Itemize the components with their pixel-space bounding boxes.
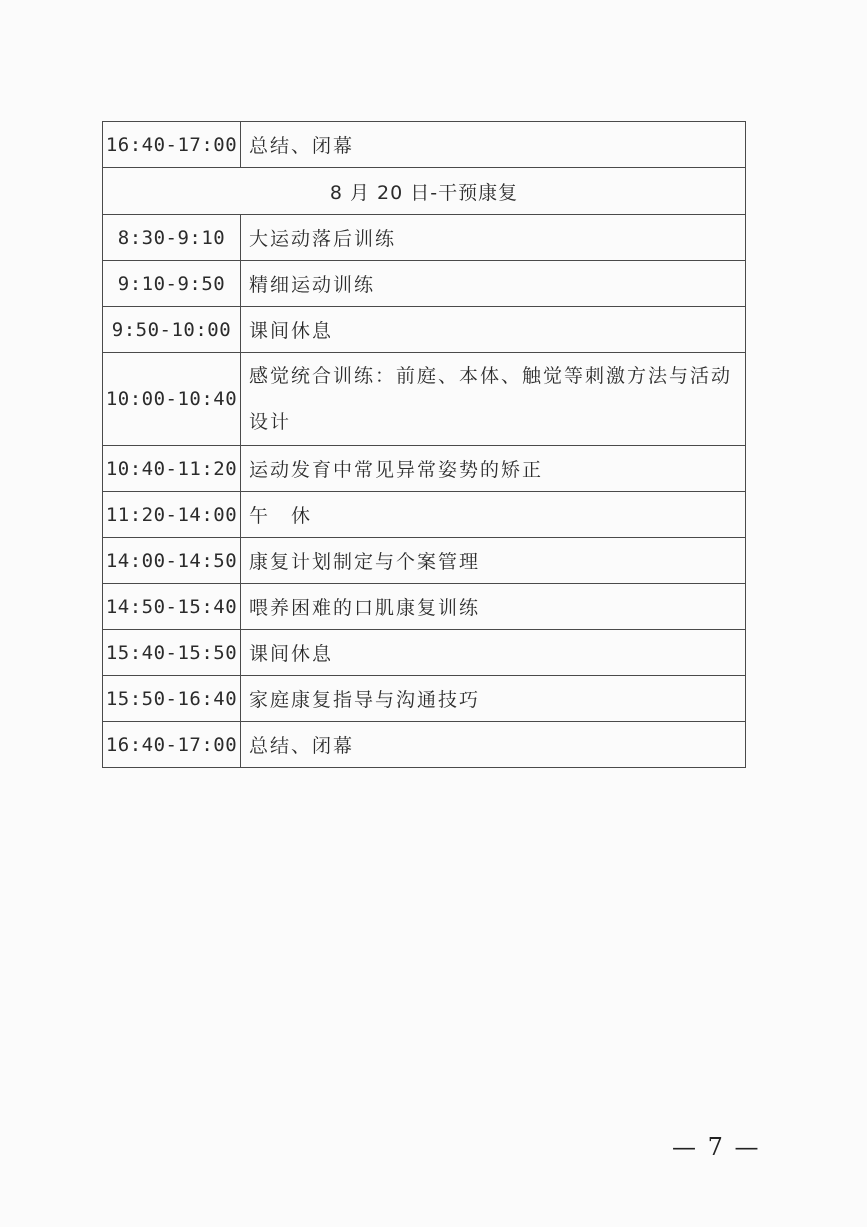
topic-cell: 感觉统合训练：前庭、本体、触觉等刺激方法与活动设计 [241,353,746,446]
time-cell: 9:10-9:50 [103,261,241,307]
time-cell: 14:00-14:50 [103,538,241,584]
topic-cell: 喂养困难的口肌康复训练 [241,584,746,630]
time-cell: 16:40-17:00 [103,722,241,768]
table-row [103,538,746,584]
page-number: — 7 — [672,1133,761,1161]
table-row [103,261,746,307]
time-cell: 8:30-9:10 [103,215,241,261]
table-row [103,122,746,168]
table-row [103,722,746,768]
table-row [103,584,746,630]
topic-cell: 家庭康复指导与沟通技巧 [241,676,746,722]
topic-cell: 运动发育中常见异常姿势的矫正 [241,446,746,492]
table-row [103,307,746,353]
time-cell: 16:40-17:00 [103,122,241,168]
time-cell: 15:50-16:40 [103,676,241,722]
table-row [103,630,746,676]
table-row [103,446,746,492]
day-header: 8 月 20 日-干预康复 [103,168,746,215]
topic-cell: 精细运动训练 [241,261,746,307]
table-row [103,353,746,446]
day-header-row [103,168,746,215]
topic-cell: 课间休息 [241,307,746,353]
topic-cell: 大运动落后训练 [241,215,746,261]
table-row [103,215,746,261]
table-row [103,492,746,538]
time-cell: 10:00-10:40 [103,353,241,446]
topic-cell: 总结、闭幕 [241,722,746,768]
topic-cell: 总结、闭幕 [241,122,746,168]
topic-cell: 午 休 [241,492,746,538]
training-schedule-table [102,121,746,768]
topic-cell: 康复计划制定与个案管理 [241,538,746,584]
time-cell: 11:20-14:00 [103,492,241,538]
table-row [103,676,746,722]
time-cell: 10:40-11:20 [103,446,241,492]
time-cell: 9:50-10:00 [103,307,241,353]
topic-cell: 课间休息 [241,630,746,676]
time-cell: 14:50-15:40 [103,584,241,630]
time-cell: 15:40-15:50 [103,630,241,676]
